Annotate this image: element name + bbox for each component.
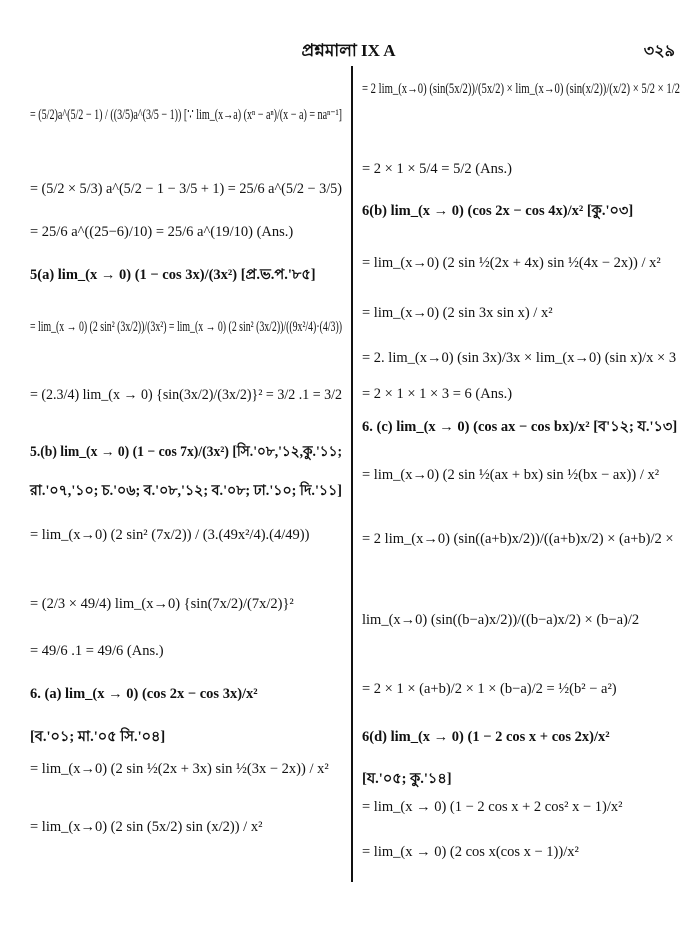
math-text: = 2 × 1 × (a+b)/2 × 1 × (b−a)/2 = ½(b² − a²) [362,681,617,697]
math-text: = lim_(x → 0) (2 sin² (3x/2))/(3x²) = lim_(x → 0) (2 sin² (3x/2))/((9x²/4)·(4/3)) [30,319,342,335]
right-column-line [362,162,512,178]
math-text: = 2 × 1 × 1 × 3 = 6 (Ans.) [362,386,513,402]
math-text: = 2. lim_(x→0) (sin 3x)/3x × lim_(x→0) (sin x)/x × 3 [362,350,677,366]
math-text: 6. (c) lim_(x → 0) (cos ax − cos bx)/x² [ব'১২; য.'১৩] [362,419,678,435]
math-text: = lim_(x→0) (2 sin (5x/2) sin (x/2)) / x² [30,819,263,835]
left-column-line [30,484,349,500]
math-text: = lim_(x→0) (2 sin 3x sin x) / x² [362,305,553,321]
column-divider [351,66,353,882]
math-text: = (5/2 × 5/3) a^(5/2 − 1 − 3/5 + 1) = 25/6 a^(5/2 − 3/5) [30,181,342,197]
right-column-line [362,682,617,698]
right-column-line [362,204,633,220]
left-column-line [30,762,329,778]
right-column-line [362,306,553,322]
math-text: [য.'০৫; কু.'১৪] [362,771,452,787]
math-text: = 2 × 1 × 5/4 = 5/2 (Ans.) [362,161,512,177]
left-column-line [30,820,262,836]
math-text: = 2 lim_(x→0) (sin((a+b)x/2))/((a+b)x/2) × (a+b)/2 × [362,531,674,547]
page-header [0,38,697,62]
right-column-line [362,468,659,484]
math-text: = lim_(x→0) (2 sin ½(2x + 4x) sin ½(4x − 2x)) / x² [362,255,661,271]
right-column-line [362,532,674,548]
math-text: 6(b) lim_(x → 0) (cos 2x − cos 4x)/x² [কু.'০৩] [362,203,634,219]
math-text: = (2.3/4) lim_(x → 0) {sin(3x/2)/(3x/2)}² = 3/2 .1 = 3/2 [30,387,342,403]
right-column-line [362,772,452,788]
math-text: = 25/6 a^((25−6)/10) = 25/6 a^(19/10) (Ans.) [30,224,294,240]
right-column-line [362,387,512,403]
math-text: 5(a) lim_(x → 0) (1 − cos 3x)/(3x²) [প্র.ভ.প.'৮৫] [30,267,316,283]
left-column-line [30,225,293,241]
page-number: ৩২৯ [643,43,675,60]
right-column-line [362,256,661,272]
left-column-line [30,730,165,746]
left-column-line [30,388,353,404]
math-text: = 2 lim_(x→0) (sin(5x/2))/(5x/2) × lim_(x→0) (sin(x/2))/(x/2) × 5/2 × 1/2 [362,81,680,97]
right-column-line [362,800,623,816]
left-column-line [30,528,309,544]
right-column-line [362,82,697,98]
math-text: = lim_(x → 0) (2 cos x(cos x − 1))/x² [362,844,579,860]
right-column-line [362,613,639,629]
math-text: lim_(x→0) (sin((b−a)x/2))/((b−a)x/2) × (b−a)/2 [362,612,640,628]
left-column-line [30,644,164,660]
left-column-line [30,108,478,124]
exercise-title: প্রশ্নমালা IX A [301,41,396,60]
math-text: = (5/2)a^(5/2 − 1) / ((3/5)a^(3/5 − 1)) [∵ lim_(x→a) (xⁿ − aⁿ)/(x − a) = naⁿ⁻¹] [30,107,342,123]
math-text: = 49/6 .1 = 49/6 (Ans.) [30,643,164,659]
left-column-line [30,445,362,461]
math-text: 5.(b) lim_(x → 0) (1 − cos 7x)/(3x²) [সি.'০৮,'১২,কু.'১১; [30,444,342,460]
right-column-line [362,730,610,746]
math-text: [ব.'০১; মা.'০৫ সি.'০৪] [30,729,166,745]
left-column-line [30,268,316,284]
math-text: 6. (a) lim_(x → 0) (cos 2x − cos 3x)/x² [30,686,258,702]
math-text: রা.'০৭,'১০; চ.'০৬; ব.'০৮,'১২; ব.'০৮; ঢা.'১০; দি.'১১] [30,483,342,499]
math-text: = (2/3 × 49/4) lim_(x→0) {sin(7x/2)/(7x/2)}² [30,596,294,612]
left-column-line [30,597,294,613]
left-column-line [30,320,490,336]
math-text: = lim_(x→0) (2 sin² (7x/2)) / (3.(49x²/4).(4/49)) [30,527,310,543]
math-text: = lim_(x→0) (2 sin ½(2x + 3x) sin ½(3x − 2x)) / x² [30,761,329,777]
left-column-line [30,687,258,703]
right-column-line [362,351,676,367]
right-column-line [362,845,579,861]
left-column-line [30,182,349,198]
math-text: 6(d) lim_(x → 0) (1 − 2 cos x + cos 2x)/x² [362,729,610,745]
math-text: = lim_(x → 0) (1 − 2 cos x + 2 cos² x − 1)/x² [362,799,623,815]
math-text: = lim_(x→0) (2 sin ½(ax + bx) sin ½(bx − ax)) / x² [362,467,660,483]
right-column-line [362,420,677,436]
